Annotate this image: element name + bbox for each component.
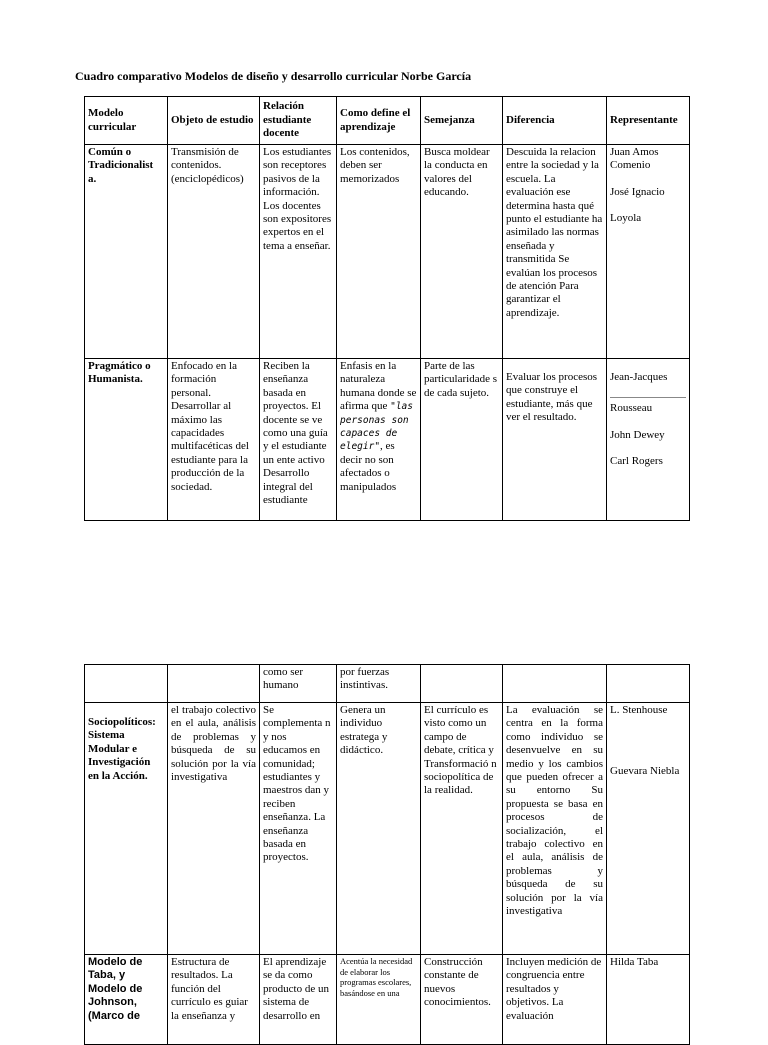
objeto-cell: Transmisión de contenidos. (enciclopédicos) — [168, 145, 260, 359]
header-objeto: Objeto de estudio — [168, 97, 260, 145]
empty-cell — [85, 665, 168, 703]
diferencia-cell: La evaluación se centra en la forma como individuo se desenvuelve en su medio y los cambios que pueden ofrecer a su entorno Su propuesta se basa en procesos de socialización, el trabajo colectivo en el aula, análisis de problemas y búsqueda de su solución por la vía investigativa — [503, 703, 607, 955]
header-semejanza: Semejanza — [421, 97, 503, 145]
objeto-cell: Estructura de resultados. La función del currículo es guiar la enseñanza y — [168, 955, 260, 1045]
empty-cell — [607, 665, 690, 703]
relacion-cell: Reciben la enseñanza basada en proyectos. El docente se ve como una guía y el estudiante un ente activo Desarrollo integral del estudiante — [260, 359, 337, 521]
header-modelo: Modelo curricular — [85, 97, 168, 145]
table-header-row — [85, 97, 690, 145]
aprendizaje-cell: Genera un individuo estratega y didáctico. — [337, 703, 421, 955]
representante-name: John Dewey — [610, 428, 665, 441]
aprendizaje-cell: por fuerzas instintivas. — [337, 665, 421, 703]
representante-name: Carl Rogers — [610, 455, 663, 468]
table-row — [85, 955, 690, 1045]
representante-name: Rousseau — [610, 397, 686, 415]
aprendizaje-text: Enfasis en la naturaleza humana donde se afirma que — [340, 360, 417, 413]
model-tradicional: Común o Tradicionalist a. — [85, 145, 168, 359]
objeto-cell: el trabajo colectivo en el aula, análisis de problemas y búsqueda de su solución por la vía investigativa — [168, 703, 260, 955]
aprendizaje-quote: "las personas son capaces de elegir" — [340, 401, 413, 453]
comparison-table-page-2 — [84, 664, 690, 1045]
header-relacion: Relación estudiante docente — [260, 97, 337, 145]
representante-name: Guevara Niebla — [610, 765, 680, 778]
representante-name: L. Stenhouse — [610, 704, 668, 716]
relacion-cell: El aprendizaje se da como producto de un sistema de desarrollo en — [260, 955, 337, 1045]
diferencia-cell: Descuida la relacion entre la sociedad y la escuela. La evaluación ese determina hasta qué punto el estudiante ha asimilado las normas enseñada y transmitida Se evalúan los procesos de atención Para garantizar el aprendizaje. — [503, 145, 607, 359]
relacion-cell: como ser humano — [260, 665, 337, 703]
table-row — [85, 665, 690, 703]
representante-cell — [607, 359, 690, 521]
representante-cell — [607, 703, 690, 955]
aprendizaje-cell — [337, 359, 421, 521]
document-title: Cuadro comparativo Modelos de diseño y desarrollo curricular Norbe García — [75, 69, 472, 83]
header-diferencia: Diferencia — [503, 97, 607, 145]
empty-cell — [503, 665, 607, 703]
model-sociopoliticos: Sociopolíticos: Sistema Modular e Investigación en la Acción. — [85, 703, 168, 955]
table-row — [85, 359, 690, 521]
aprendizaje-cell: Los contenidos, deben ser memorizados — [337, 145, 421, 359]
representante-name: Juan Amos Comenio — [610, 146, 659, 172]
aprendizaje-text: , es decir no son afectados o manipulados — [340, 440, 397, 493]
model-taba-johnson: Modelo de Taba, y Modelo de Johnson, (Marco de — [85, 955, 168, 1045]
representante-name: José Ignacio — [610, 185, 665, 198]
representante-name: Loyola — [610, 212, 642, 225]
diferencia-cell: Evaluar los procesos que construye el estudiante, más que ver el resultado. — [503, 359, 607, 521]
header-aprendizaje: Como define el aprendizaje — [337, 97, 421, 145]
comparison-table-page-1 — [84, 96, 690, 521]
table-row — [85, 145, 690, 359]
header-representante: Representante — [607, 97, 690, 145]
representante-cell — [607, 145, 690, 359]
semejanza-cell: Busca moldear la conducta en valores del educando. — [421, 145, 503, 359]
semejanza-cell: Construcción constante de nuevos conocimientos. — [421, 955, 503, 1045]
model-humanista: Pragmático o Humanista. — [85, 359, 168, 521]
table-row — [85, 703, 690, 955]
representante-cell: Hilda Taba — [607, 955, 690, 1045]
semejanza-cell: Parte de las particularidade s de cada sujeto. — [421, 359, 503, 521]
representante-name: Jean-Jacques — [610, 371, 668, 383]
empty-cell — [168, 665, 260, 703]
empty-cell — [421, 665, 503, 703]
relacion-cell: Los estudiantes son receptores pasivos de la información. Los docentes son expositores expertos en el tema a enseñar. — [260, 145, 337, 359]
relacion-cell: Se complementa n y nos educamos en comunidad; estudiantes y maestros dan y reciben enseñanza. La enseñanza basada en proyectos. — [260, 703, 337, 955]
semejanza-cell: El currículo es visto como un campo de debate, crítica y Transformació n sociopolítica de la realidad. — [421, 703, 503, 955]
objeto-cell: Enfocado en la formación personal. Desarrollar al máximo las capacidades multifacéticas del estudiante para la producción de la sociedad. — [168, 359, 260, 521]
diferencia-cell: Incluyen medición de congruencia entre resultados y objetivos. La evaluación — [503, 955, 607, 1045]
aprendizaje-cell: Acentúa la necesidad de elaborar los programas escolares, basándose en una — [337, 955, 421, 1045]
